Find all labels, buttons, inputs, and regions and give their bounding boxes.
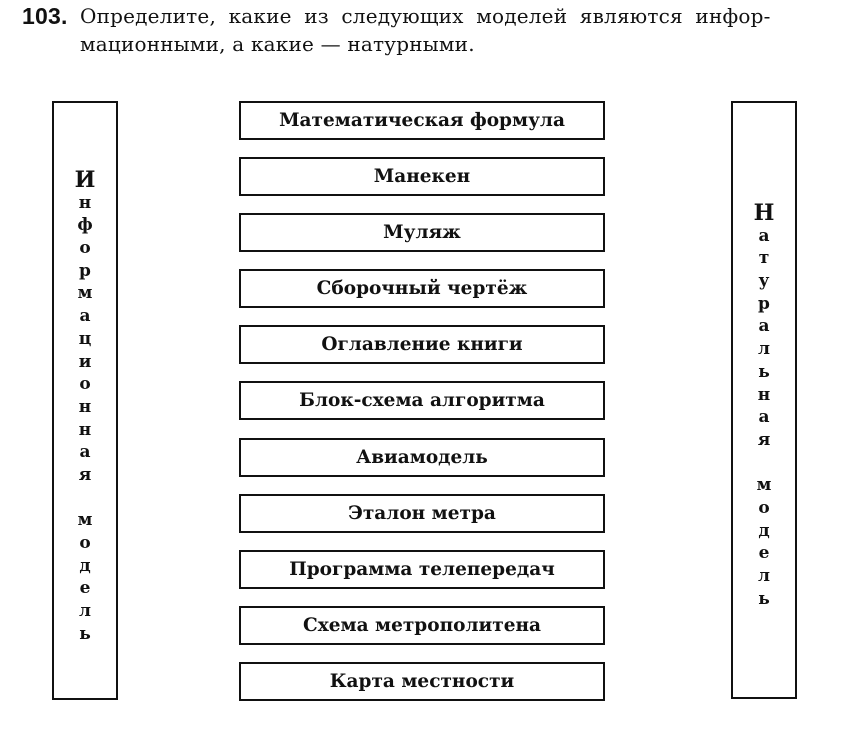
label-letter: м	[77, 283, 93, 304]
label-letter: ь	[758, 588, 770, 609]
label-letter: р	[79, 260, 91, 281]
label-letter: ц	[78, 328, 92, 349]
label-letter: н	[78, 419, 92, 440]
label-letter: а	[758, 407, 770, 428]
label-letter: у	[758, 271, 770, 292]
label-letter: я	[757, 429, 771, 450]
label-letter: Н	[753, 200, 775, 226]
label-letter: л	[758, 339, 770, 360]
label-letter: о	[79, 374, 91, 395]
label-letter: р	[758, 293, 770, 314]
label-letter: ь	[79, 623, 91, 644]
label-letter: д	[79, 555, 91, 576]
natural-model-panel[interactable]	[731, 101, 797, 699]
label-letter: о	[758, 497, 770, 518]
label-letter: л	[79, 601, 91, 622]
information-model-label	[54, 169, 116, 645]
model-item[interactable]: Муляж	[239, 213, 605, 252]
model-item[interactable]: Карта местности	[239, 662, 605, 701]
label-letter: м	[77, 510, 93, 531]
label-letter: ь	[758, 361, 770, 382]
label-letter: о	[79, 533, 91, 553]
label-letter: о	[79, 238, 91, 259]
label-letter: д	[758, 520, 770, 541]
label-letter: т	[758, 248, 770, 269]
model-item[interactable]: Схема метрополитена	[239, 606, 605, 645]
label-letter: н	[757, 384, 771, 405]
model-item[interactable]: Математическая формула	[239, 101, 605, 140]
task-text-line-2: мационными, а какие — натурными.	[80, 32, 475, 56]
task-number: 103.	[22, 3, 68, 29]
label-letter: а	[79, 306, 91, 327]
label-letter: л	[758, 566, 770, 586]
label-letter: ф	[77, 215, 93, 236]
label-letter: м	[756, 475, 772, 496]
model-item[interactable]: Оглавление книги	[239, 325, 605, 364]
label-letter: я	[78, 464, 92, 485]
natural-model-label	[733, 202, 795, 610]
label-letter: е	[758, 543, 770, 564]
model-item[interactable]: Программа телепередач	[239, 550, 605, 589]
task-text-line-1: Определите, какие из следующих моделей являются инфор-	[80, 4, 771, 28]
label-letter: а	[758, 225, 770, 246]
label-letter: н	[78, 192, 92, 213]
label-letter: н	[78, 396, 92, 417]
label-letter: И	[74, 167, 96, 193]
model-item[interactable]: Эталон метра	[239, 494, 605, 533]
model-item[interactable]: Манекен	[239, 157, 605, 196]
model-item[interactable]: Авиамодель	[239, 438, 605, 477]
information-model-panel[interactable]	[52, 101, 118, 700]
model-item[interactable]: Сборочный чертёж	[239, 269, 605, 308]
model-item[interactable]: Блок-схема алгоритма	[239, 381, 605, 420]
label-letter: а	[79, 442, 91, 463]
label-letter: е	[79, 578, 91, 599]
label-letter: и	[78, 351, 92, 372]
label-letter: а	[758, 316, 770, 337]
